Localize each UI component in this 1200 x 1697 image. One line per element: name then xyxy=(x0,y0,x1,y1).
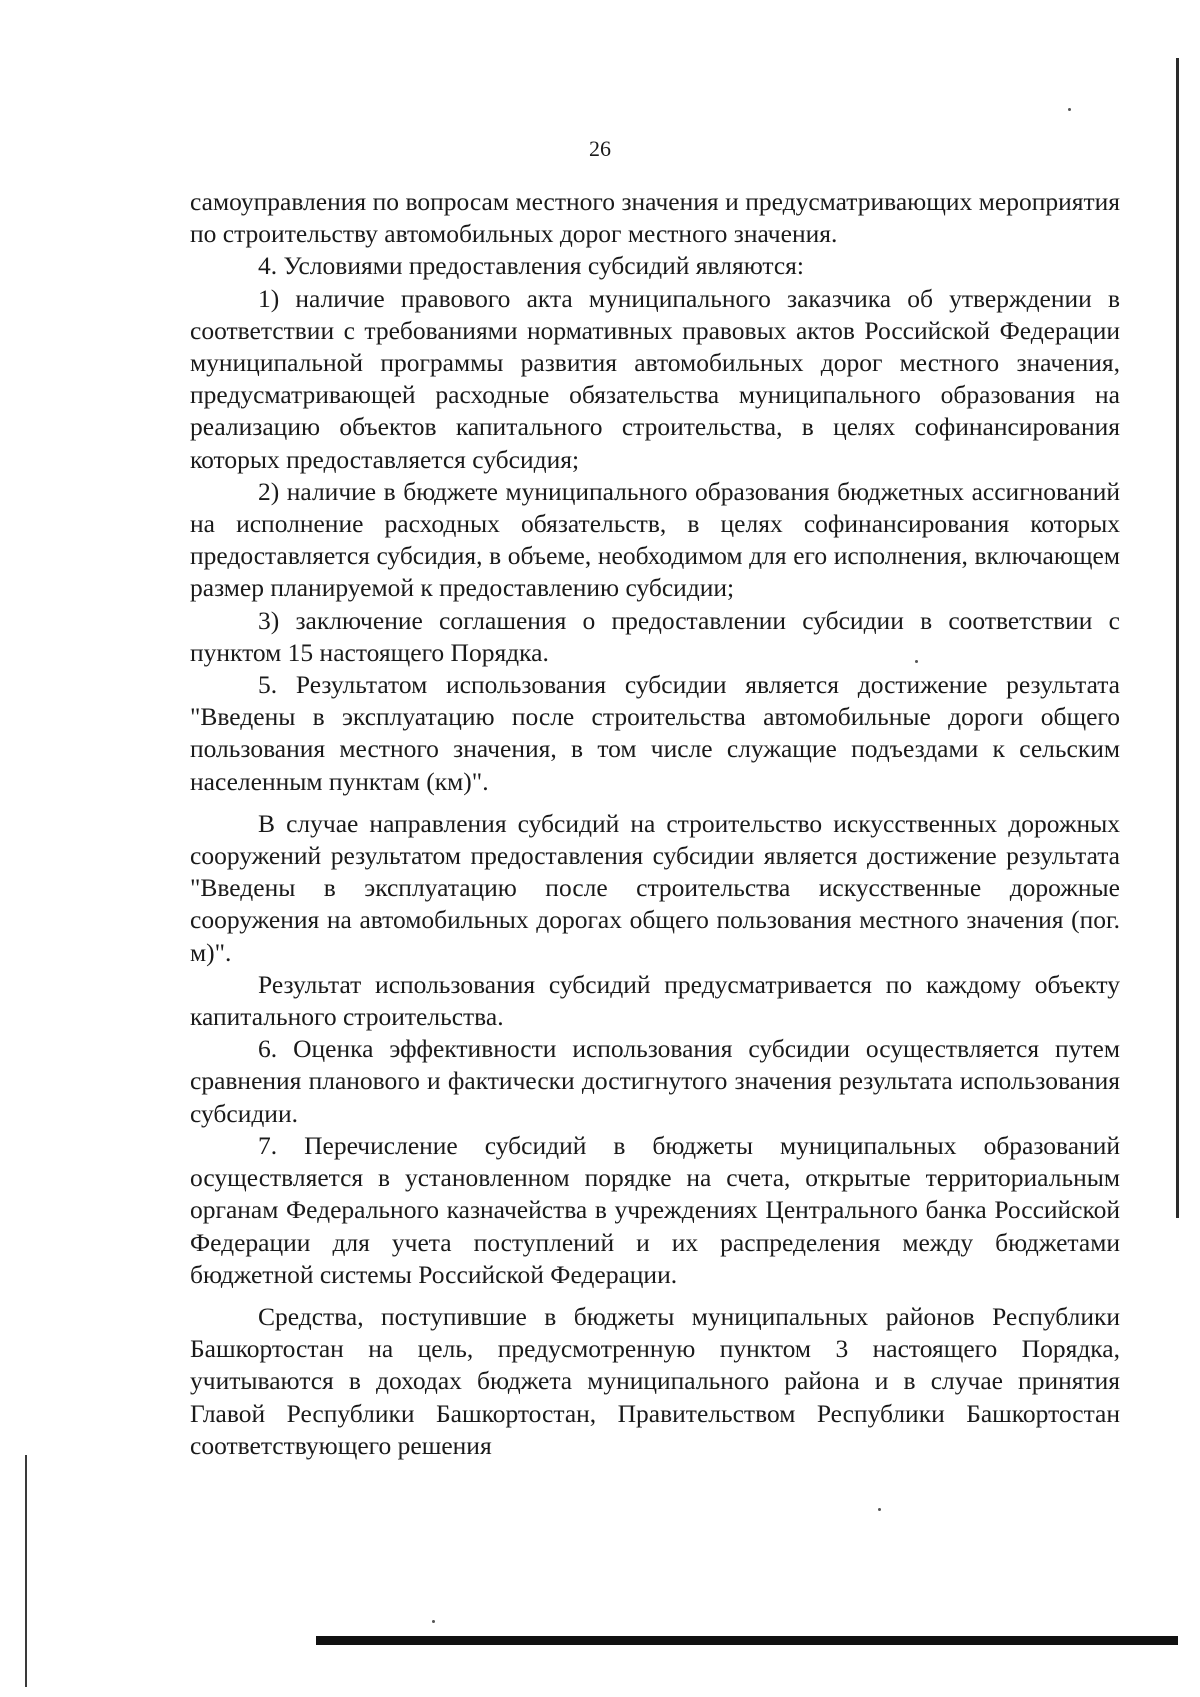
paragraph-item-5-structures: В случае направления субсидий на строительство искусственных дорожных сооружений результатом предоставления субсидии является достижение результата "Введены в эксплуатацию после строительства искусственные дорожные сооружения на автомобильных дорогах общего пользования местного значения (пог. м)". xyxy=(190,808,1120,967)
document-body xyxy=(190,186,1120,1462)
paragraph-item-7: 7. Перечисление субсидий в бюджеты муниципальных образований осуществляется в установленном порядке на счета, открытые территориальным органам Федерального казначейства в учреждениях Центрального банка Российской Федерации для учета поступлений и их распределения между бюджетами бюджетной системы Российской Федерации. xyxy=(190,1130,1120,1289)
paragraph-subitem-1: 1) наличие правового акта муниципального заказчика об утверждении в соответствии с требованиями нормативных правовых актов Российской Федерации муниципальной программы развития автомобильных дорог местного значения, предусматривающей расходные обязательства муниципального образования на реализацию объектов капитального строительства, в целях софинансирования которых предоставляется субсидия; xyxy=(190,283,1120,474)
scan-edge-left xyxy=(25,1455,27,1687)
scan-speck xyxy=(878,1508,881,1511)
paragraph-subitem-3: 3) заключение соглашения о предоставлении субсидии в соответствии с пунктом 15 настоящего Порядка. xyxy=(190,605,1120,667)
paragraph-item-5: 5. Результатом использования субсидии является достижение результата "Введены в эксплуатацию после строительства автомобильные дороги общего пользования местного значения, в том числе служащие подъездами к сельским населенным пунктам (км)". xyxy=(190,670,1120,796)
scan-speck xyxy=(432,1620,435,1623)
page-number: 26 xyxy=(589,136,611,161)
scan-edge-right xyxy=(1176,58,1179,1218)
scan-speck xyxy=(1068,108,1071,111)
paragraph-subitem-2: 2) наличие в бюджете муниципального образования бюджетных ассигнований на исполнение расходных обязательств, в целях софинансирования которых предоставляется субсидия, в объеме, необходимом для его исполнения, включающем размер планируемой к предоставлению субсидии; xyxy=(190,476,1120,603)
paragraph-item-4: 4. Условиями предоставления субсидий являются: xyxy=(258,251,804,281)
paragraph-item-6: 6. Оценка эффективности использования субсидии осуществляется путем сравнения планового и фактически достигнутого значения результата использования субсидии. xyxy=(190,1034,1120,1128)
paragraph-item-7-funds: Средства, поступившие в бюджеты муниципальных районов Республики Башкортостан на цель, предусмотренную пунктом 3 настоящего Порядка, учитываются в доходах бюджета муниципального района и в случае принятия Главой Республики Башкортостан, Правительством Республики Башкортостан соответствующего решения xyxy=(190,1301,1120,1460)
paragraph-item-5-result: Результат использования субсидий предусматривается по каждому объекту капитального строительства. xyxy=(190,969,1120,1032)
scan-bottom-line xyxy=(316,1636,1178,1645)
paragraph-continuation: самоуправления по вопросам местного значения и предусматривающих мероприятия по строительству автомобильных дорог местного значения. xyxy=(190,187,1120,249)
